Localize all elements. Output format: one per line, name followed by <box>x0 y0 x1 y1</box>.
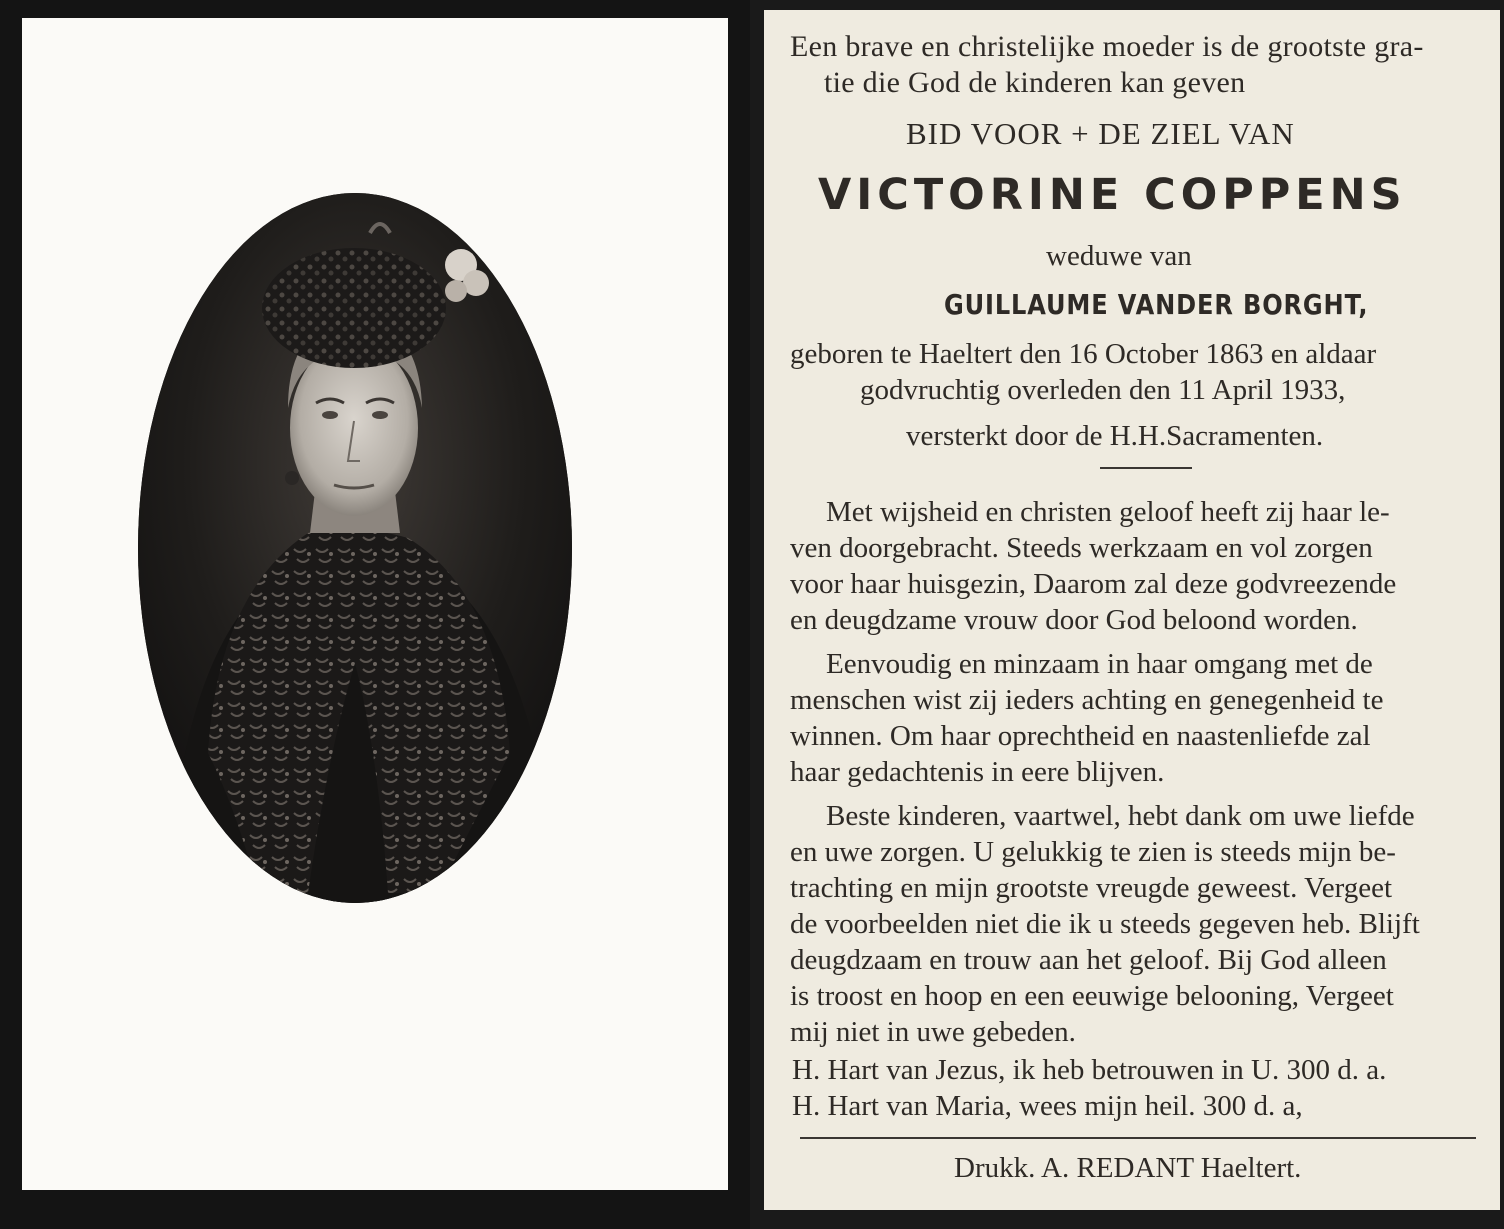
relation-label: weduwe van <box>1046 240 1192 272</box>
portrait-card <box>0 0 750 1229</box>
paragraph-3-line-1: Beste kinderen, vaartwel, hebt dank om uwe liefde <box>826 800 1415 832</box>
paragraph-3-line-2: en uwe zorgen. U gelukkig te zien is steeds mijn be- <box>790 836 1396 868</box>
portrait-card-paper <box>22 18 728 1190</box>
paragraph-2-line-2: menschen wist zij ieders achting en genegenheid te <box>790 684 1384 716</box>
deceased-name: VICTORINE COPPENS <box>818 170 1407 220</box>
invocation-1: H. Hart van Jezus, ik heb betrouwen in U. 300 d. a. <box>792 1054 1387 1086</box>
paragraph-2-line-1: Eenvoudig en minzaam in haar omgang met de <box>826 648 1373 680</box>
paragraph-3-line-4: de voorbeelden niet die ik u steeds gegeven heb. Blijft <box>790 908 1420 940</box>
paragraph-1-line-4: en deugdzame vrouw door God beloond worden. <box>790 604 1358 636</box>
intro-line-1: Een brave en christelijke moeder is de grootste gra- <box>790 30 1424 63</box>
paragraph-3-line-6: is troost en hoop en een eeuwige belooning, Vergeet <box>790 980 1394 1012</box>
invocation-2: H. Hart van Maria, wees mijn heil. 300 d. a, <box>792 1090 1303 1122</box>
paragraph-1-line-1: Met wijsheid en christen geloof heeft zij haar le- <box>826 496 1390 528</box>
memorial-card <box>750 0 1504 1229</box>
memorial-card-paper <box>764 10 1500 1210</box>
printer-credit: Drukk. A. REDANT Haeltert. <box>954 1152 1302 1184</box>
portrait-photo <box>138 193 572 903</box>
portrait-illustration <box>138 193 572 903</box>
paragraph-2-line-3: winnen. Om haar oprechtheid en naastenliefde zal <box>790 720 1371 752</box>
intro-line-2: tie die God de kinderen kan geven <box>824 66 1246 99</box>
paragraph-2-line-4: haar gedachtenis in eere blijven. <box>790 756 1165 788</box>
long-divider <box>800 1137 1476 1139</box>
short-divider <box>1100 467 1192 469</box>
dates-line-2: godvruchtig overleden den 11 April 1933, <box>860 374 1346 406</box>
husband-name: GUILLAUME VANDER BORGHT, <box>944 288 1369 321</box>
dates-line-3: versterkt door de H.H.Sacramenten. <box>906 420 1324 452</box>
dates-line-1: geboren te Haeltert den 16 October 1863 en aldaar <box>790 338 1377 370</box>
paragraph-3-line-3: trachting en mijn grootste vreugde geweest. Vergeet <box>790 872 1393 904</box>
paragraph-1-line-3: voor haar huisgezin, Daarom zal deze godvreezende <box>790 568 1397 600</box>
paragraph-3-line-7: mij niet in uwe gebeden. <box>790 1016 1076 1048</box>
paragraph-1-line-2: ven doorgebracht. Steeds werkzaam en vol zorgen <box>790 532 1373 564</box>
prayer-heading: BID VOOR + DE ZIEL VAN <box>906 116 1295 151</box>
paragraph-3-line-5: deugdzaam en trouw aan het geloof. Bij God alleen <box>790 944 1387 976</box>
